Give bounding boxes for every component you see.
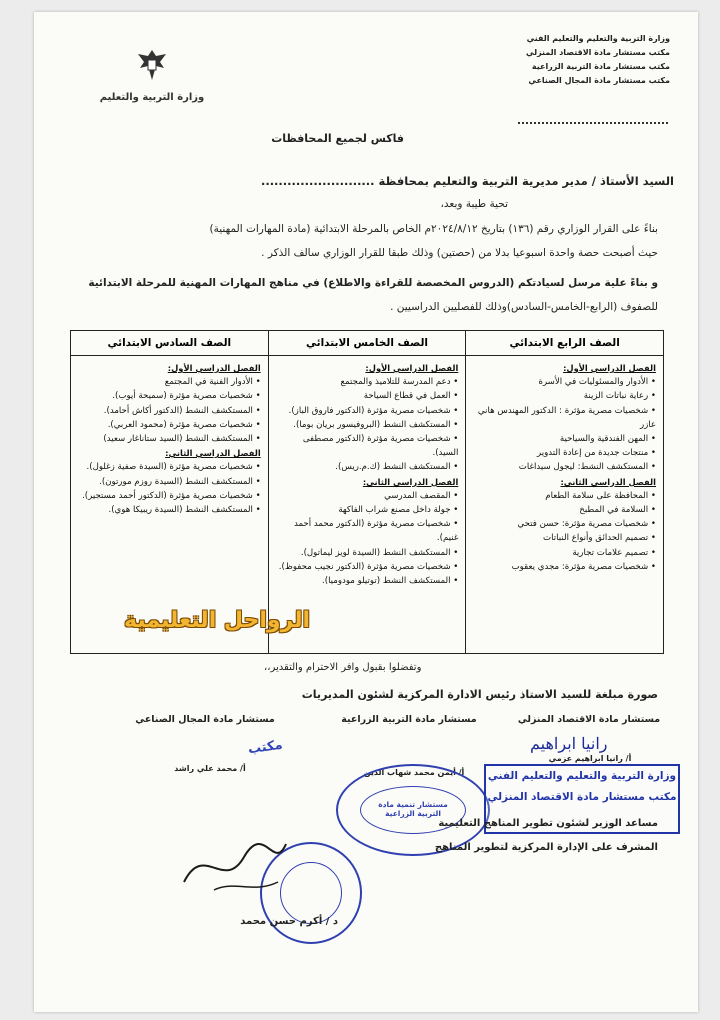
signatory-title: مستشار مادة المجال الصناعي [135, 714, 275, 725]
list-item: • شخصيات مصرية مؤثرة (محمود العربي). [78, 418, 261, 432]
fax-document [34, 12, 698, 1012]
semester-heading: الفصل الدراسي الأول: [167, 363, 261, 373]
list-item: • المستكشف النشط (توتيلو مودوميا). [276, 574, 459, 588]
ministry-logo [92, 46, 212, 103]
paragraph: للصفوف (الرابع-الخامس-السادس)وذلك للفصليين الدراسيين . [390, 301, 658, 313]
signatory-printed-name: أ/ رانيا ابراهيم عزمي [548, 754, 632, 763]
signatory-agriculture [324, 714, 494, 725]
logo-caption: وزارة التربية والتعليم [99, 92, 205, 103]
list-item: • شخصيات مصرية مؤثرة (السيدة صفية زغلول). [78, 460, 261, 474]
signatory-signature: رانيا ابراهيم [530, 734, 608, 753]
paragraph: حيث أصبحت حصة واحدة اسبوعيا بدلا من (حصتين) وذلك طبقا للقرار الوزاري سالف الذكر . [261, 247, 658, 259]
signatory-title: مستشار مادة الاقتصاد المنزلي [517, 714, 661, 725]
list-item: • المستكشف النشط: ليجول سيداغات [473, 460, 656, 474]
list-item: • شخصيات مصرية مؤثرة (الدكتور مصطفى السيد). [276, 432, 459, 460]
list-item: • العمل في قطاع السياحة [276, 389, 459, 403]
list-item: • شخصيات مصرية مؤثرة (سميحة أيوب). [78, 389, 261, 403]
list-item: • شخصيات مصرية مؤثرة : الدكتور المهندس هاني عازر [473, 404, 656, 432]
list-item: • شخصيات مصرية مؤثرة: مجدي يعقوب [473, 560, 656, 574]
final-signer-name: د / أكرم حسن محمد [240, 916, 338, 927]
column-header-grade5: الصف الخامس الابتدائي [268, 331, 466, 356]
header-line: مكتب مستشار مادة المجال الصناعي [528, 76, 670, 85]
handwritten-signature-icon [174, 832, 294, 902]
list-item: • منتجات جديدة من إعادة التدوير [473, 446, 656, 460]
semester-heading: الفصل الدراسي الثاني: [362, 476, 459, 487]
assistant-minister-title: مساعد الوزير لشئون تطوير المناهج التعليمية [438, 818, 658, 829]
column-header-grade6: الصف السادس الابتدائي [71, 331, 269, 356]
copy-to-line: صورة مبلغة للسيد الاستاذ رئيس الادارة المركزية لشئون المديريات [301, 688, 658, 701]
list-item: • الأدوار والمسئوليات في الأسرة [473, 375, 656, 389]
list-item: • المستكشف النشط (الدكتور أكاش أحامد). [78, 404, 261, 418]
list-item: • رعاية نباتات الزينة [473, 389, 656, 403]
closing-line: وتفضلوا بقبول وافر الاحترام والتقدير،، [264, 662, 422, 673]
list-item: • الأدوار الفنية في المجتمع [78, 375, 261, 389]
lessons-table [70, 330, 664, 654]
list-item: • جولة داخل مصنع شراب الفاكهة [276, 503, 459, 517]
list-item: • تصميم الحدائق وأنواع النباتات [473, 531, 656, 545]
list-item: • المستكشف النشط (السيدة لويز ليماتول). [276, 546, 459, 560]
list-item: • المقصف المدرسي [276, 489, 459, 503]
list-item: • شخصيات مصرية مؤثرة (الدكتور أحمد مستجير). [78, 489, 261, 503]
paragraph: بناءً على القرار الوزاري رقم (١٣٦) بتاريخ ٢٠٢٤/٨/١٢م الخاص بالمرحلة الابتدائية (مادة المهارات المهنية) [209, 223, 658, 235]
column-header-grade4: الصف الرابع الابتدائي [466, 331, 664, 356]
list-item: • شخصيات مصرية مؤثرة: حسن فتحي [473, 517, 656, 531]
list-item: • المستكشف النشط (السيد ستاناغار سعيد) [78, 432, 261, 446]
stamp-office-word: مكتب [247, 737, 284, 758]
paragraph: و بناءً علية مرسل لسيادتكم (الدروس المخصصة للقراءة والاطلاع) في مناهج المهارات المهنية للمرحلة الابتدائية [88, 277, 658, 289]
header-line: مكتب مستشار مادة الاقتصاد المنزلي [525, 48, 670, 57]
semester-heading: الفصل الدراسي الأول: [563, 363, 656, 373]
list-item: • المستكشف النشط (البروفيسور بريان بوما). [276, 418, 459, 432]
grade4-cell [466, 356, 664, 654]
signatory-home-economics [504, 714, 674, 725]
header-line: وزارة التربية والتعليم والتعليم الفني [526, 34, 670, 43]
header-divider [518, 122, 668, 124]
list-item: • المهن الفندقية والسياحية [473, 432, 656, 446]
eagle-emblem-icon [132, 46, 172, 86]
table-header-row [71, 331, 664, 356]
list-item: • المستكشف النشط (السيدة ريبيكا هوي). [78, 503, 261, 517]
signatory-printed-name: أ/ محمد علي راشد [174, 764, 246, 773]
ministry-header [470, 32, 670, 88]
greeting: تحية طيبة وبعد، [440, 198, 508, 210]
fax-title: فاكس لجميع المحافظات [271, 132, 404, 145]
header-line: مكتب مستشار مادة التربية الزراعية [531, 62, 670, 71]
list-item: • المحافظة على سلامة الطعام [473, 489, 656, 503]
list-item: • المستكشف النشط (السيدة روزم مورتون). [78, 475, 261, 489]
list-item: • شخصيات مصرية مؤثرة (الدكتور نجيب محفوظ). [276, 560, 459, 574]
signatory-printed-name: أ/ أيمن محمد شهاب الدين [363, 768, 465, 777]
list-item: • شخصيات مصرية مؤثرة (الدكتور محمد أحمد غنيم). [276, 517, 459, 545]
watermark-logo-text: الرواحل التعليمية [124, 608, 311, 633]
list-item: • دعم المدرسة للتلاميذ والمجتمع [276, 375, 459, 389]
stamp-text: مستشار تنمية مادة التربية الزراعية [378, 800, 448, 818]
signatory-industrial [120, 714, 290, 725]
stamp-text: وزارة التربية والتعليم والتعليم الفني [487, 770, 677, 782]
list-item: • المستكشف النشط (ك.م.ريس). [276, 460, 459, 474]
signatory-title: مستشار مادة التربية الزراعية [341, 714, 477, 725]
stamp-text: مكتب مستشار مادة الاقتصاد المنزلي [487, 791, 677, 803]
recipient-line: السيد الأستاذ / مدير مديرية التربية والتعليم بمحافظة .......................... [260, 174, 674, 188]
semester-heading: الفصل الدراسي الثاني: [165, 448, 261, 459]
curriculum-supervisor-title: المشرف على الإدارة المركزية لتطوير المناهج [434, 842, 658, 853]
list-item: • تصميم علامات تجارية [473, 546, 656, 560]
list-item: • شخصيات مصرية مؤثرة (الدكتور فاروق الباز). [276, 404, 459, 418]
semester-heading: الفصل الدراسي الثاني: [560, 476, 656, 487]
list-item: • السلامة في المطبخ [473, 503, 656, 517]
semester-heading: الفصل الدراسي الأول: [365, 363, 459, 373]
